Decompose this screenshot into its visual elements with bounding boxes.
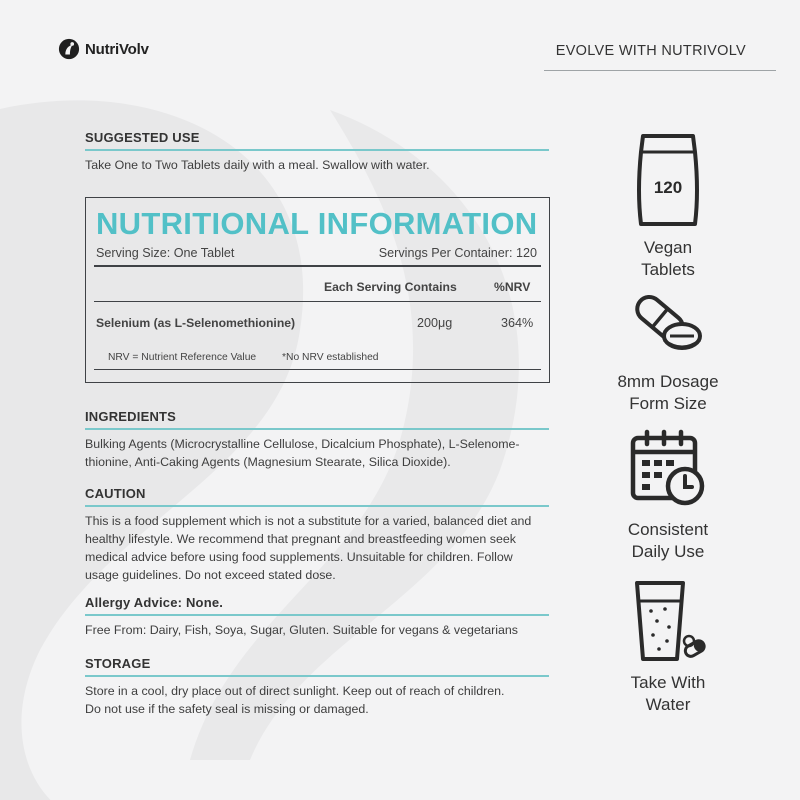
caution-line-1: This is a food supplement which is not a substitute for a varied, balanced diet and	[85, 514, 532, 528]
section-divider	[85, 505, 549, 507]
caution-line-2: healthy lifestyle. We recommend that pregnant and breastfeeding women seek	[85, 532, 516, 546]
serving-size: Serving Size: One Tablet	[96, 246, 235, 260]
nutrition-title: NUTRITIONAL INFORMATION	[96, 206, 538, 241]
feature-label-line-1: Vegan	[643, 238, 693, 257]
feature-label-line-1: Take With	[630, 673, 706, 692]
water-glass-icon	[629, 579, 707, 663]
pills-icon	[630, 288, 706, 360]
brand-name: NutriVolv	[85, 40, 149, 58]
storage-line-1: Store in a cool, dry place out of direct sunlight. Keep out of reach of children.	[85, 684, 505, 698]
allergy-title: Allergy Advice: None.	[85, 595, 224, 610]
ingredients-line-2: thionine, Anti-Caking Agents (Magnesium Stearate, Silica Dioxide).	[85, 455, 451, 469]
feature-label-line-2: Tablets	[641, 260, 695, 279]
brand-logo	[58, 38, 149, 60]
feature-take-with-water	[578, 579, 758, 716]
section-divider	[85, 428, 549, 430]
nutrition-panel	[85, 197, 550, 383]
pouch-icon	[633, 132, 703, 228]
column-header-each-serving: Each Serving Contains	[324, 280, 457, 294]
suggested-use-section	[85, 130, 549, 174]
footnote-nrv: NRV = Nutrient Reference Value	[108, 352, 257, 363]
nutrient-name: Selenium (as L-Selenomethionine)	[96, 316, 296, 330]
suggested-use-title: SUGGESTED USE	[85, 130, 200, 145]
table-bottom-rule	[94, 369, 541, 370]
feature-label-line-2: Form Size	[629, 394, 707, 413]
pouch-count: 120	[653, 178, 683, 197]
servings-per-container: Servings Per Container: 120	[378, 246, 537, 260]
table-top-rule	[94, 265, 541, 267]
storage-line-2: Do not use if the safety seal is missing or damaged.	[85, 702, 369, 716]
feature-daily-use	[578, 428, 758, 563]
feature-label-line-1: Consistent	[627, 520, 709, 539]
caution-line-4: usage guidelines. Do not exceed stated dose.	[85, 568, 336, 582]
caution-line-3: medical advice before using food supplements. Unsuitable for children. Follow	[85, 550, 513, 564]
column-header-nrv: %NRV	[494, 280, 531, 294]
section-divider	[85, 149, 549, 151]
section-divider	[85, 614, 549, 616]
nutrient-amount: 200μg	[417, 316, 453, 330]
ingredients-section	[85, 409, 549, 471]
nutrivolv-logo-icon	[58, 38, 80, 60]
caution-title: CAUTION	[85, 486, 146, 501]
section-divider	[85, 675, 549, 677]
caution-section	[85, 486, 549, 584]
allergy-text: Free From: Dairy, Fish, Soya, Sugar, Gluten. Suitable for vegans & vegetarians	[85, 623, 518, 637]
footnote-no-nrv: *No NRV established	[282, 352, 379, 363]
storage-section	[85, 656, 549, 718]
table-header-rule	[94, 301, 541, 302]
feature-label-line-2: Daily Use	[631, 542, 705, 561]
calendar-clock-icon	[629, 428, 707, 508]
allergy-section	[85, 595, 549, 639]
suggested-use-text: Take One to Two Tablets daily with a meal. Swallow with water.	[85, 158, 430, 172]
feature-dosage-form	[578, 288, 758, 415]
feature-vegan-tablets	[578, 132, 758, 281]
header-divider	[544, 70, 776, 71]
feature-label-line-2: Water	[645, 695, 691, 714]
tagline: EVOLVE WITH NUTRIVOLV	[555, 43, 746, 59]
feature-label-line-1: 8mm Dosage	[617, 372, 719, 391]
storage-title: STORAGE	[85, 656, 151, 671]
nutrient-nrv: 364%	[501, 316, 534, 330]
ingredients-title: INGREDIENTS	[85, 409, 177, 424]
ingredients-line-1: Bulking Agents (Microcrystalline Cellulose, Dicalcium Phosphate), L-Selenome-	[85, 437, 520, 451]
